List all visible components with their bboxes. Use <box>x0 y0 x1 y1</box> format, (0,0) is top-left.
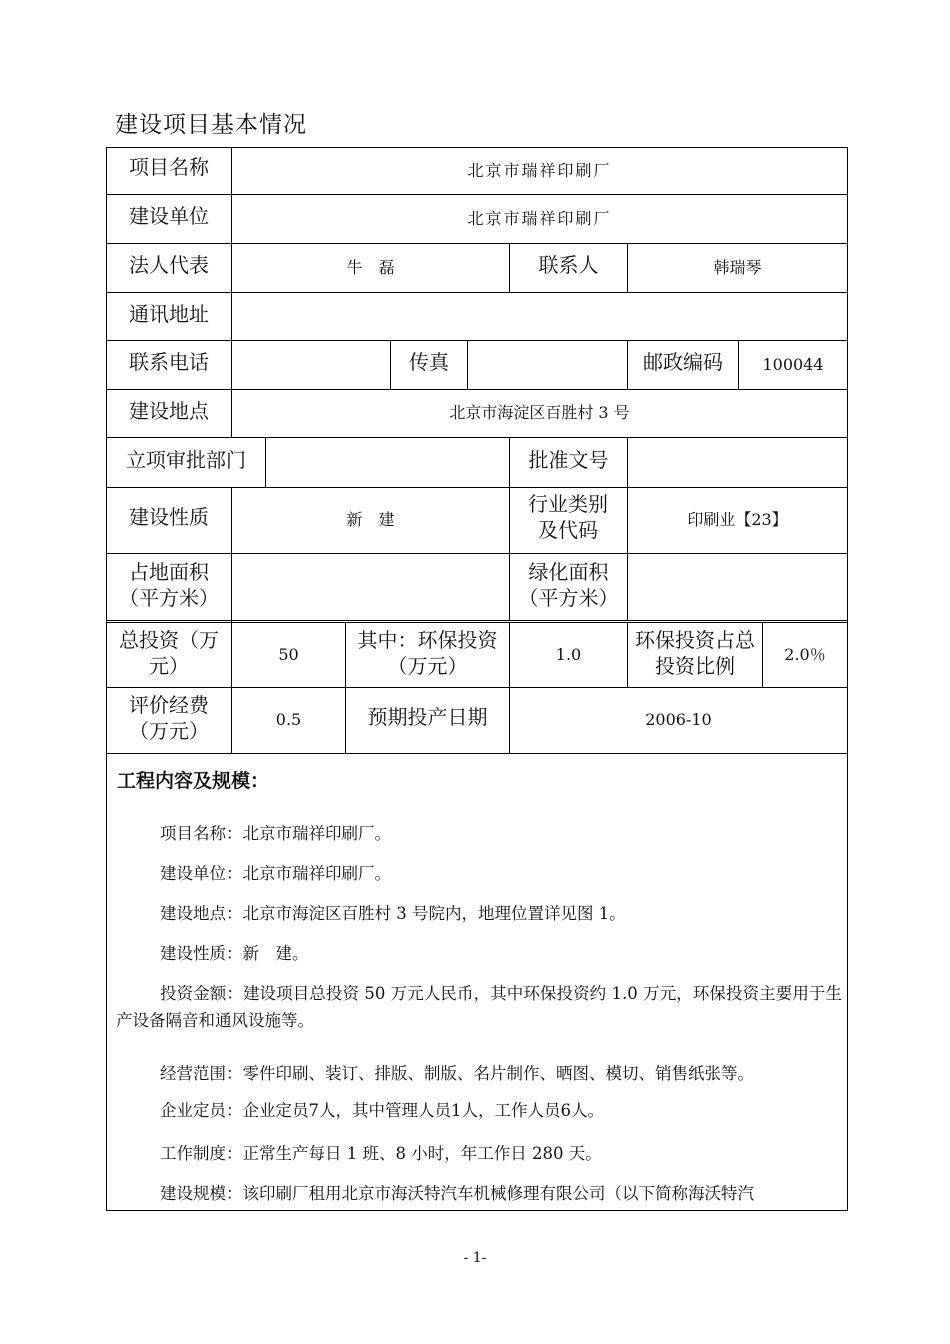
paragraph: 企业定员：企业定员7人，其中管理人员1人，工作人员6人。 <box>160 1101 604 1120</box>
legal-rep-label: 法人代表 <box>129 253 209 277</box>
row-divider <box>106 753 848 754</box>
col-divider <box>627 622 628 687</box>
builder-value: 北京市瑞祥印刷厂 <box>467 208 612 228</box>
green-area-label: 绿化面积（平方米） <box>518 560 619 610</box>
builder-label: 建设单位 <box>129 204 209 228</box>
site-value: 北京市海淀区百胜村 3 号 <box>449 403 630 423</box>
env-invest-value: 1.0 <box>555 644 582 664</box>
eval-fee-label: 评价经费（万元） <box>129 693 209 743</box>
address-value <box>232 293 847 340</box>
paragraph: 建设单位：北京市瑞祥印刷厂。 <box>160 864 391 883</box>
paragraph: 经营范围：零件印刷、装订、排版、制版、名片制作、晒图、模切、销售纸张等。 <box>160 1064 754 1083</box>
approval-dept-value <box>266 438 509 487</box>
area-value <box>232 554 509 620</box>
contact-value: 韩瑞琴 <box>713 257 762 277</box>
industry-value: 印刷业【23】 <box>687 510 788 530</box>
paragraph: 建设地点：北京市海淀区百胜村 3 号院内，地理位置详见图 1。 <box>160 904 626 923</box>
row-divider <box>106 620 848 621</box>
project-name-label: 项目名称 <box>129 155 209 179</box>
industry-label: 行业类别及代码 <box>528 492 608 542</box>
fax-label: 传真 <box>409 350 449 374</box>
project-name-value: 北京市瑞祥印刷厂 <box>467 160 612 180</box>
page-number: - 1- <box>463 1250 487 1266</box>
phone-value <box>232 341 390 389</box>
postcode-label: 邮政编码 <box>643 350 723 374</box>
col-divider <box>509 487 510 620</box>
prod-date-label: 预期投产日期 <box>367 705 488 729</box>
green-area-value <box>628 554 847 620</box>
paragraph: 工作制度：正常生产每日 1 班、8 小时，年工作日 280 天。 <box>160 1144 602 1163</box>
approval-no-value <box>628 438 847 487</box>
nature-value: 新 建 <box>346 510 395 530</box>
paragraph: 建设规模：该印刷厂租用北京市海沃特汽车机械修理有限公司（以下简称海沃特汽 <box>160 1184 754 1203</box>
total-invest-label: 总投资（万元） <box>119 628 219 678</box>
nature-label: 建设性质 <box>129 505 209 529</box>
site-label: 建设地点 <box>129 399 209 423</box>
paragraph: 项目名称：北京市瑞祥印刷厂。 <box>160 824 391 843</box>
postcode-value: 100044 <box>762 354 824 374</box>
env-ratio-value: 2.0％ <box>784 644 826 664</box>
paragraph: 投资金额：建设项目总投资 50 万元人民币，其中环保投资约 1.0 万元，环保投资主要用于生产设备隔音和通风设施等。 <box>116 984 842 1031</box>
phone-label: 联系电话 <box>129 350 209 374</box>
approval-dept-label: 立项审批部门 <box>126 448 246 472</box>
eval-fee-value: 0.5 <box>275 710 302 730</box>
total-invest-value: 50 <box>278 644 299 664</box>
contact-label: 联系人 <box>538 253 599 277</box>
address-label: 通讯地址 <box>129 302 209 326</box>
fax-value <box>468 341 627 389</box>
page-title: 建设项目基本情况 <box>115 112 307 138</box>
area-label: 占地面积（平方米） <box>119 560 219 610</box>
content-heading: 工程内容及规模： <box>117 770 270 792</box>
legal-rep-value: 牛 磊 <box>346 257 395 277</box>
prod-date-value: 2006-10 <box>645 710 712 730</box>
env-ratio-label: 环保投资占总投资比例 <box>635 628 755 678</box>
env-invest-label: 其中：环保投资（万元） <box>357 628 498 678</box>
paragraph: 建设性质：新 建。 <box>160 944 309 963</box>
approval-no-label: 批准文号 <box>528 448 609 472</box>
